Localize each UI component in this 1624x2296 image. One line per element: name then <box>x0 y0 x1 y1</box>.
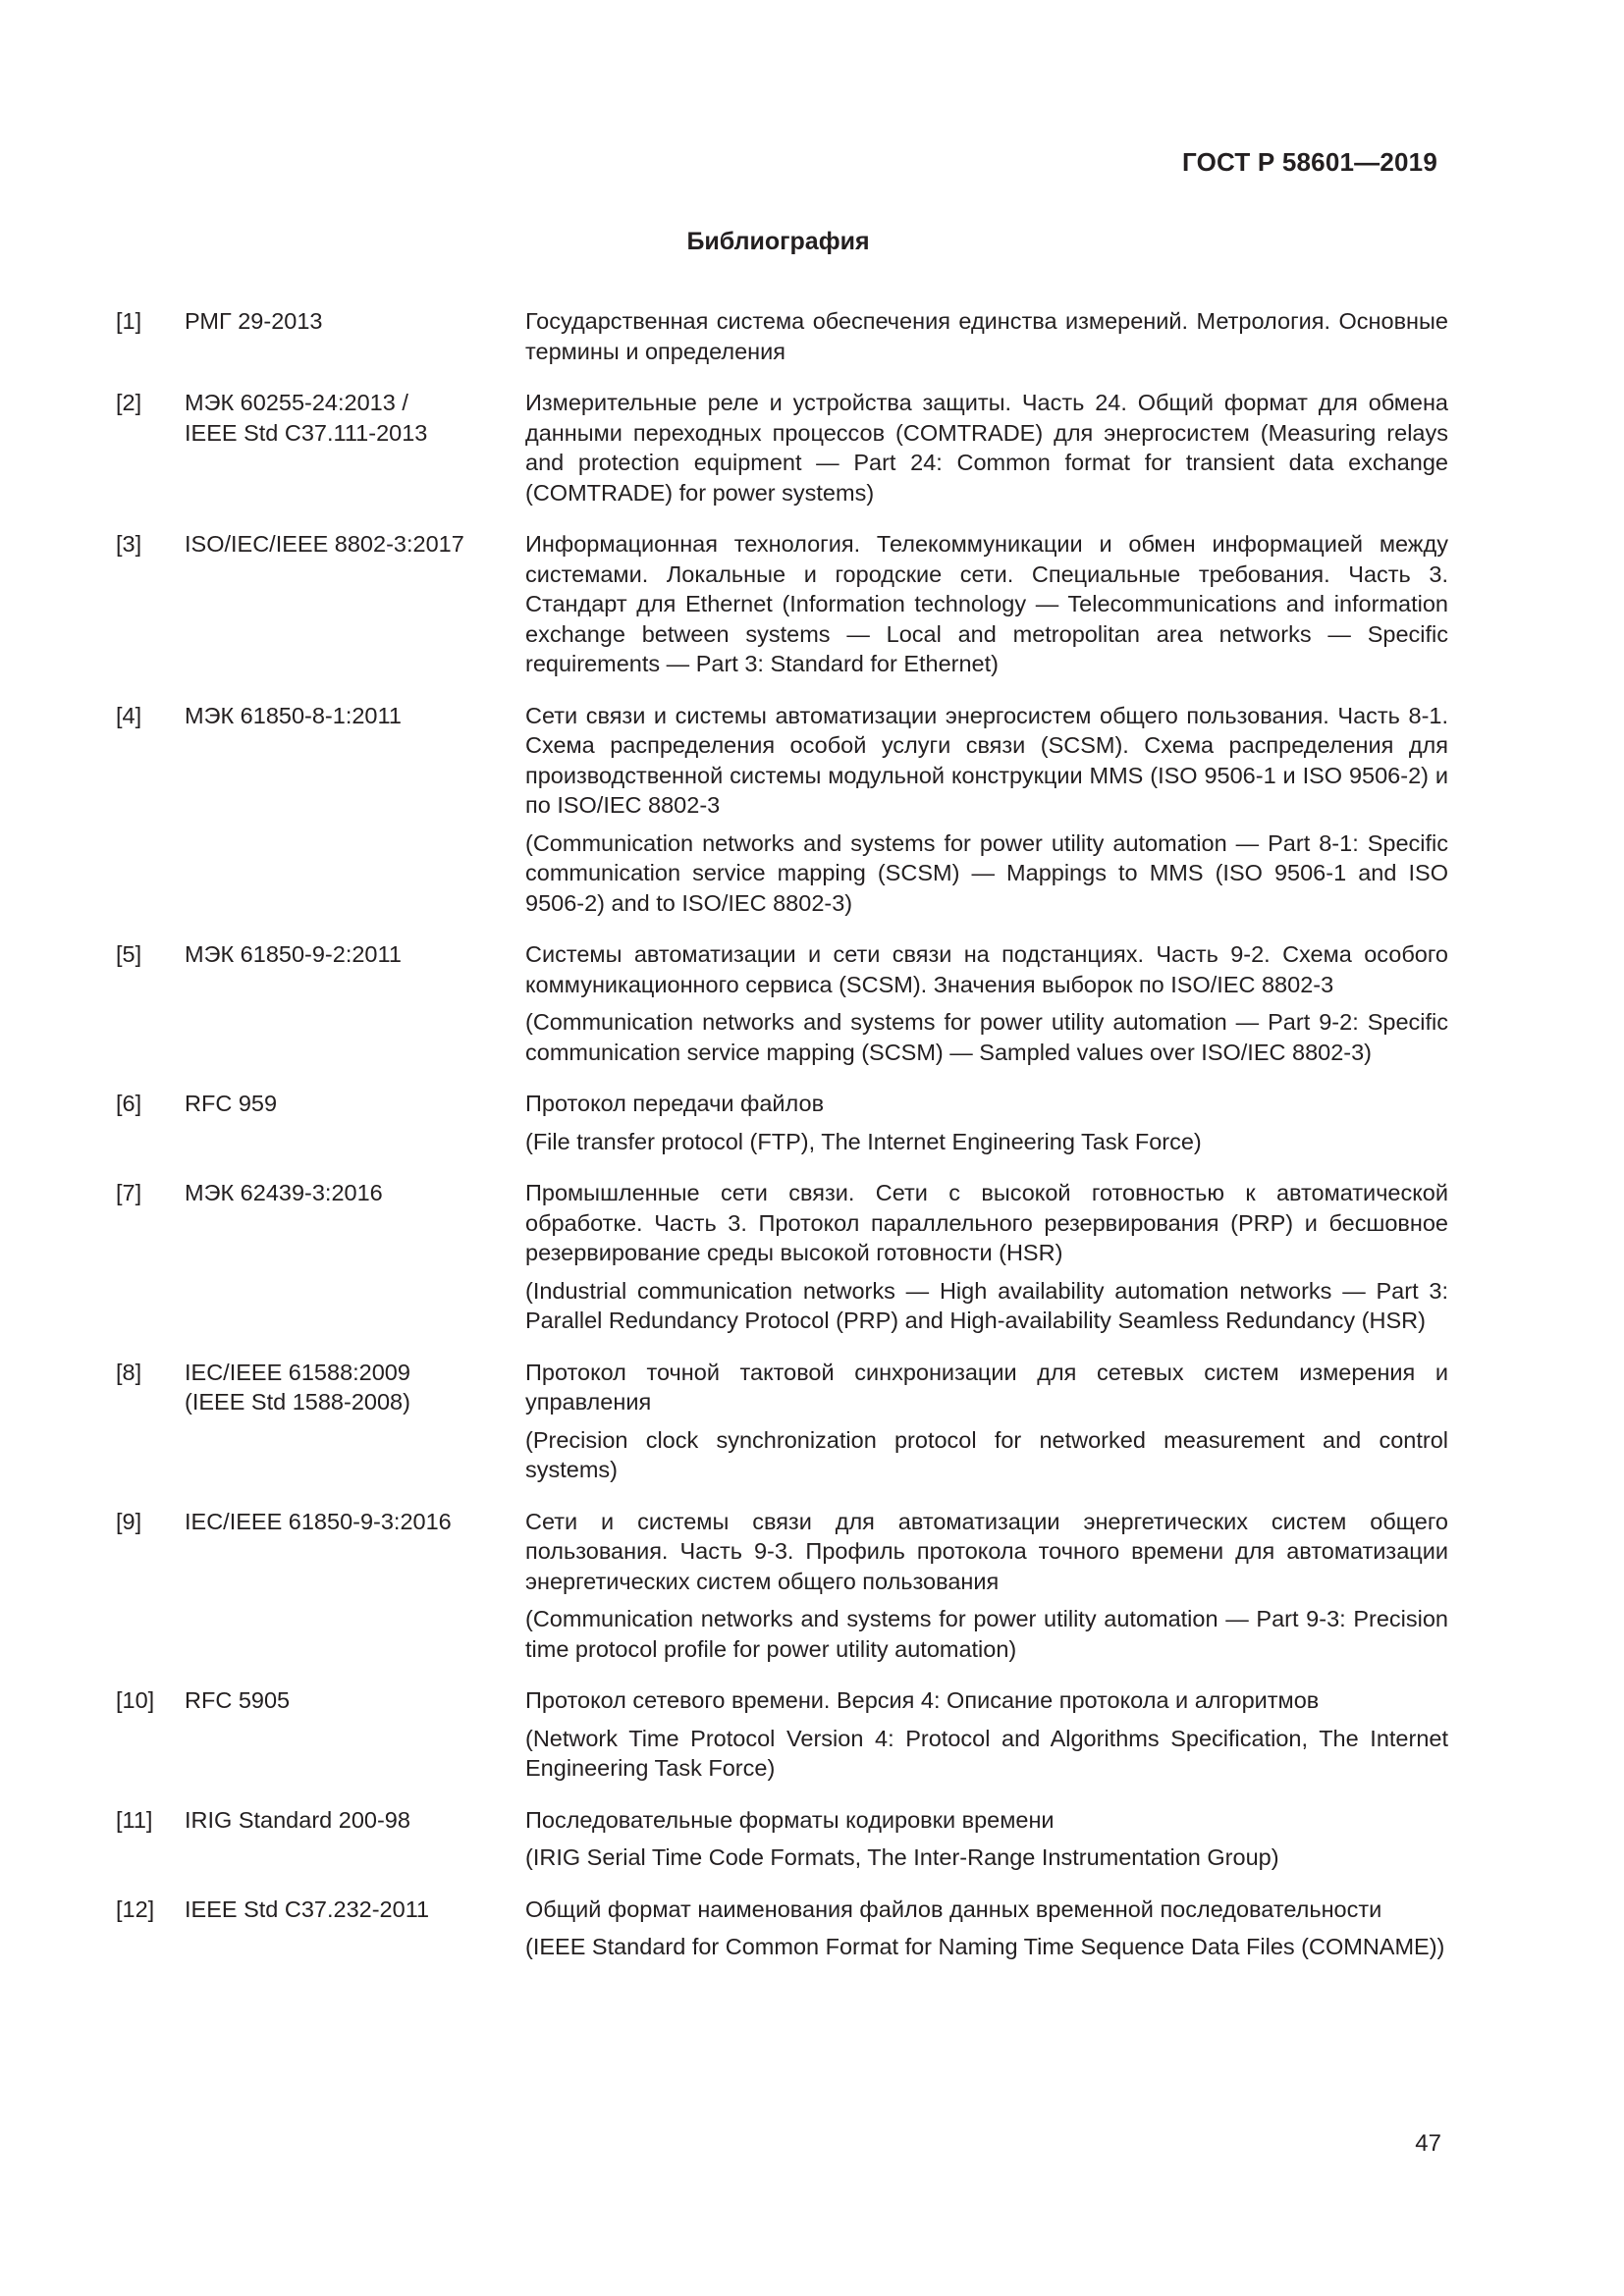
entry-description <box>525 1685 1448 1784</box>
entry-standard-code: МЭК 61850-9-2:2011 <box>185 941 402 967</box>
bibliography-entry <box>116 1685 1448 1784</box>
entry-title-en: (Communication networks and systems for power utility automation — Part 9-2: Specific communication service mapping (SCSM) — Sampled values over ISO/IEC 8802-3) <box>525 1009 1448 1065</box>
entry-number: [5] <box>116 941 142 967</box>
entry-title-en: (IRIG Serial Time Code Formats, The Inter-Range Instrumentation Group) <box>525 1844 1279 1870</box>
entry-title-ru: Протокол сетевого времени. Версия 4: Описание протокола и алгоритмов <box>525 1687 1320 1713</box>
bibliography-entry <box>116 1358 1448 1485</box>
bibliography-entry <box>116 939 1448 1067</box>
entry-standard-code: IEEE Std C37.232-2011 <box>185 1896 430 1922</box>
entry-description <box>525 1358 1448 1485</box>
entry-title-ru: Сети и системы связи для автоматизации энергетических систем общего пользования. Часть 9-3. Профиль протокола точного времени для автоматизации энергетических систем общего пользования <box>525 1508 1448 1594</box>
entry-description <box>525 306 1448 366</box>
entry-title-ru: Протокол передачи файлов <box>525 1091 825 1116</box>
entry-title-en: (Precision clock synchronization protocol for networked measurement and control systems) <box>525 1426 1448 1482</box>
entry-number: [4] <box>116 702 142 728</box>
entry-standard-code: МЭК 61850-8-1:2011 <box>185 702 402 728</box>
entry-number: [10] <box>116 1687 155 1713</box>
bibliography-entry <box>116 701 1448 919</box>
entry-title-en: (Industrial communication networks — High availability automation networks — Part 3: Parallel Redundancy Protocol (PRP) and High-availability Seamless Redundancy (HSR) <box>525 1277 1448 1333</box>
bibliography-entry <box>116 1089 1448 1156</box>
entry-title-ru: Информационная технология. Телекоммуникации и обмен информацией между системами. Локальные и городские сети. Специальные требования. Часть 3. Стандарт для Ethernet (Information technology — Telecommunications and information exchange between systems — Local and metropolitan area networks — Specific requirements — Part 3: Standard for Ethernet) <box>525 531 1448 676</box>
entry-description <box>525 701 1448 919</box>
bibliography-entry <box>116 306 1448 366</box>
entry-title-ru: Государственная система обеспечения единства измерений. Метрология. Основные термины и определения <box>525 308 1448 364</box>
entry-number: [12] <box>116 1896 155 1922</box>
entry-standard-code: RFC 959 <box>185 1091 278 1116</box>
entry-title-en: (IEEE Standard for Common Format for Naming Time Sequence Data Files (COMNAME)) <box>525 1934 1445 1959</box>
entry-standard-code: IRIG Standard 200-98 <box>185 1806 410 1833</box>
entry-description <box>525 529 1448 679</box>
entry-standard-code: МЭК 62439-3:2016 <box>185 1180 383 1205</box>
entry-standard-code: IEC/IEEE 61850-9-3:2016 <box>185 1508 452 1534</box>
entry-description <box>525 388 1448 507</box>
bibliography-entry <box>116 1178 1448 1336</box>
entry-number: [8] <box>116 1359 142 1385</box>
entry-description <box>525 1895 1448 1962</box>
entry-title-en: (Network Time Protocol Version 4: Protocol and Algorithms Specification, The Internet Engineering Task Force) <box>525 1725 1448 1781</box>
document-code: ГОСТ Р 58601—2019 <box>1182 147 1437 177</box>
entry-number: [11] <box>116 1806 153 1833</box>
bibliography-entry <box>116 1507 1448 1665</box>
bibliography-list <box>116 306 1448 1984</box>
entry-description <box>525 1805 1448 1873</box>
entry-description <box>525 1089 1448 1156</box>
entry-title-ru: Промышленные сети связи. Сети с высокой готовностью к автоматической обработке. Часть 3. Протокол параллельного резервирования (PRP) и бесшовное резервирование среды высокой готовности (HSR) <box>525 1180 1448 1265</box>
bibliography-entry <box>116 529 1448 679</box>
entry-standard-code: МЭК 60255-24:2013 / IEEE Std C37.111-2013 <box>185 390 428 446</box>
entry-description <box>525 1178 1448 1336</box>
bibliography-entry <box>116 388 1448 507</box>
entry-title-en: (Communication networks and systems for power utility automation — Part 8-1: Specific communication service mapping (SCSM) — Mappings to MMS (ISO 9506-1 and ISO 9506-2) and to ISO/IEC 8802-3) <box>525 829 1448 916</box>
entry-title-ru: Протокол точной тактовой синхронизации для сетевых систем измерения и управления <box>525 1359 1448 1415</box>
entry-description <box>525 1507 1448 1665</box>
entry-number: [2] <box>116 390 142 415</box>
entry-title-ru: Измерительные реле и устройства защиты. Часть 24. Общий формат для обмена данными переходных процессов (COMTRADE) для энергосистем (Measuring relays and protection equipment — Part 24: Common format for transient data exchange (COMTRADE) for power systems) <box>525 390 1448 506</box>
entry-standard-code: IEC/IEEE 61588:2009 (IEEE Std 1588-2008) <box>185 1359 410 1415</box>
page-number: 47 <box>1415 2130 1441 2157</box>
bibliography-entry <box>116 1805 1448 1873</box>
entry-title-en: (File transfer protocol (FTP), The Internet Engineering Task Force) <box>525 1128 1202 1154</box>
entry-standard-code: RFC 5905 <box>185 1687 291 1713</box>
entry-title-ru: Общий формат наименования файлов данных временной последовательности <box>525 1896 1382 1922</box>
entry-number: [3] <box>116 531 142 557</box>
entry-title-ru: Системы автоматизации и сети связи на подстанциях. Часть 9-2. Схема особого коммуникационного сервиса (SCSM). Значения выборок по ISO/IEC 8802-3 <box>525 941 1448 997</box>
entry-title-en: (Communication networks and systems for power utility automation — Part 9-3: Precision time protocol profile for power utility automation) <box>525 1606 1448 1662</box>
entry-standard-code: ISO/IEC/IEEE 8802-3:2017 <box>185 531 464 557</box>
entry-number: [6] <box>116 1091 142 1116</box>
page-title: Библиография <box>686 228 870 255</box>
entry-description <box>525 939 1448 1067</box>
entry-number: [1] <box>116 308 142 334</box>
entry-title-ru: Сети связи и системы автоматизации энергосистем общего пользования. Часть 8-1. Схема распределения особой услуги связи (SCSM). Схема распределения для производственной системы модульной конструкции MMS (ISO 9506-1 и ISO 9506-2) и по ISO/IEC 8802-3 <box>525 702 1448 818</box>
entry-number: [7] <box>116 1180 142 1205</box>
entry-title-ru: Последовательные форматы кодировки времени <box>525 1806 1055 1833</box>
entry-standard-code: РМГ 29-2013 <box>185 308 323 334</box>
entry-number: [9] <box>116 1508 142 1534</box>
bibliography-entry <box>116 1895 1448 1962</box>
